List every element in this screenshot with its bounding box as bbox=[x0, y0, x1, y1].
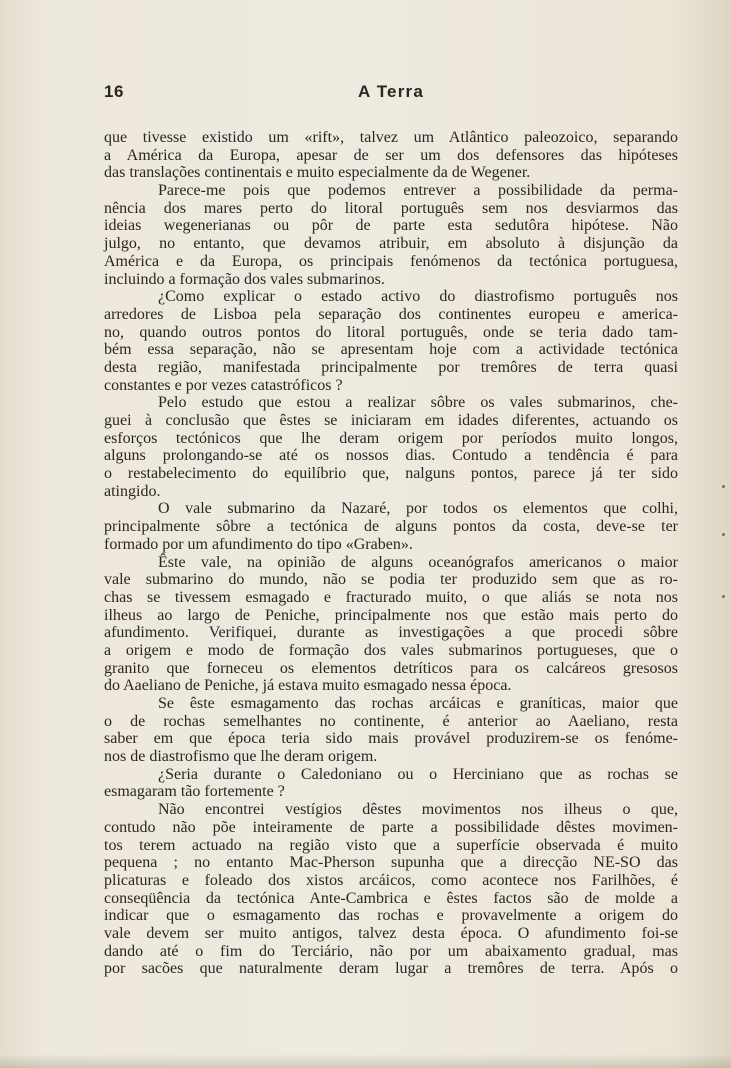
text-line: afundimento. Verifiquei, durante as investigações a que procedi sôbre bbox=[104, 624, 678, 642]
text-line: bém essa separação, não se apresentam hoje com a actividade tectónica bbox=[104, 341, 678, 359]
margin-speck bbox=[722, 485, 725, 488]
text-line: alguns prolongando-se até os nossos dias. Contudo a tendência é para bbox=[104, 447, 678, 465]
page-number: 16 bbox=[104, 82, 124, 101]
text-line: Êste vale, na opinião de alguns oceanógrafos americanos o maior bbox=[158, 553, 678, 571]
body-text bbox=[104, 129, 678, 978]
text-line: Pelo estudo que estou a realizar sôbre os vales submarinos, che- bbox=[158, 394, 678, 412]
text-line: Se êste esmagamento das rochas arcáicas e graníticas, maior que bbox=[158, 695, 678, 712]
text-line: nos de diastrofismo que lhe deram origem. bbox=[104, 748, 378, 766]
running-title: A Terra bbox=[357, 82, 425, 101]
margin-speck bbox=[722, 533, 725, 536]
text-line: das translações continentais e muito especialmente da de Wegener. bbox=[104, 164, 531, 182]
text-line: dando até o fim do Terciário, não por um abaixamento gradual, mas bbox=[104, 942, 678, 960]
text-line: a América da Europa, apesar de ser um dos defensores das hipóteses bbox=[104, 146, 678, 164]
text-line: ¿Seria durante o Caledoniano ou o Herciniano que as rochas se bbox=[158, 765, 678, 783]
text-line: vale submarino do mundo, não se podia ter produzido sem que as ro- bbox=[104, 571, 678, 589]
text-line: tos terem actuado na região visto que a superfície observada é muito bbox=[104, 836, 678, 854]
text-line: conseqüência da tectónica Ante-Cambrica e êstes factos são de molde a bbox=[104, 889, 678, 907]
text-line: atingido. bbox=[104, 482, 161, 500]
text-line: plicaturas e foleado dos xistos arcáicos, como acontece nos Farilhões, é bbox=[104, 871, 678, 889]
text-line: pequena ; no entanto Mac-Pherson supunha que a direcção NE-SO das bbox=[104, 854, 678, 872]
text-line: América e da Europa, os principais fenómenos da tectónica portuguesa, bbox=[104, 252, 678, 270]
text-line: o restabelecimento do equilíbrio que, nalguns pontos, parece já ter sido bbox=[104, 465, 678, 483]
page-header bbox=[104, 82, 678, 106]
text-line: esforços tectónicos que lhe deram origem por períodos muito longos, bbox=[104, 429, 678, 447]
text-line: granito que forneceu os elementos detríticos para os calcáreos gresosos bbox=[104, 659, 678, 677]
text-line: desta região, manifestada principalmente por tremôres de terra quasi bbox=[104, 358, 678, 376]
text-line: indicar que o esmagamento das rochas e provavelmente a origem do bbox=[104, 907, 678, 925]
text-line: saber em que época teria sido mais provável produzirem-se os fenóme- bbox=[104, 730, 678, 748]
text-line: a origem e modo de formação dos vales submarinos portugueses, que o bbox=[104, 641, 678, 659]
text-line: esmagaram tão fortemente ? bbox=[104, 783, 285, 801]
text-line: contudo não põe inteiramente de parte a possibilidade dêstes movimen- bbox=[104, 818, 678, 836]
page-edge-shadow bbox=[0, 1054, 731, 1068]
text-line: incluindo a formação dos vales submarinos. bbox=[104, 270, 385, 288]
text-line: Parece-me pois que podemos entrever a possibilidade da perma- bbox=[158, 182, 678, 200]
text-line: do Aaeliano de Peniche, já estava muito esmagado nessa época. bbox=[104, 677, 512, 695]
margin-speck bbox=[722, 595, 725, 598]
text-line: chas se tivessem esmagado e fracturado muito, o que aliás se nota nos bbox=[104, 588, 678, 606]
text-line: principalmente sôbre a tectónica de alguns pontos da costa, deve-se ter bbox=[104, 518, 678, 536]
text-line: julgo, no entanto, que devamos atribuir, em absoluto à disjunção da bbox=[104, 235, 678, 253]
text-line: ideias wegenerianas ou pôr de parte esta sedutôra hipótese. Não bbox=[104, 217, 678, 235]
text-line: formado por um afundimento do tipo «Graben». bbox=[104, 535, 413, 553]
text-line: ilheus ao largo de Peniche, principalmente nos que estão mais perto do bbox=[104, 606, 678, 624]
text-line: guei à conclusão que êstes se iniciaram em idades diferentes, actuando os bbox=[104, 412, 678, 429]
text-line: Não encontrei vestígios dêstes movimentos nos ilheus o que, bbox=[158, 801, 678, 819]
text-line: O vale submarino da Nazaré, por todos os elementos que colhi, bbox=[158, 500, 678, 518]
text-line: arredores de Lisboa pela separação dos continentes europeu e america- bbox=[104, 305, 678, 323]
text-line: por sacões que naturalmente deram lugar a tremôres de terra. Após o bbox=[104, 960, 678, 978]
text-line: nência dos mares perto do litoral português sem nos desviarmos das bbox=[104, 199, 678, 217]
text-line: constantes e por vezes catastróficos ? bbox=[104, 376, 343, 394]
text-line: vale devem ser muito antigos, talvez desta época. O afundimento foi-se bbox=[104, 924, 678, 942]
text-line: ¿Como explicar o estado activo do diastrofismo português nos bbox=[158, 288, 678, 306]
text-line: que tivesse existido um «rift», talvez um Atlântico paleozoico, separando bbox=[104, 129, 678, 146]
text-line: no, quando outros pontos do litoral português, onde se teria dado tam- bbox=[104, 323, 678, 341]
text-line: o de rochas semelhantes no continente, é anterior ao Aaeliano, resta bbox=[104, 712, 678, 730]
